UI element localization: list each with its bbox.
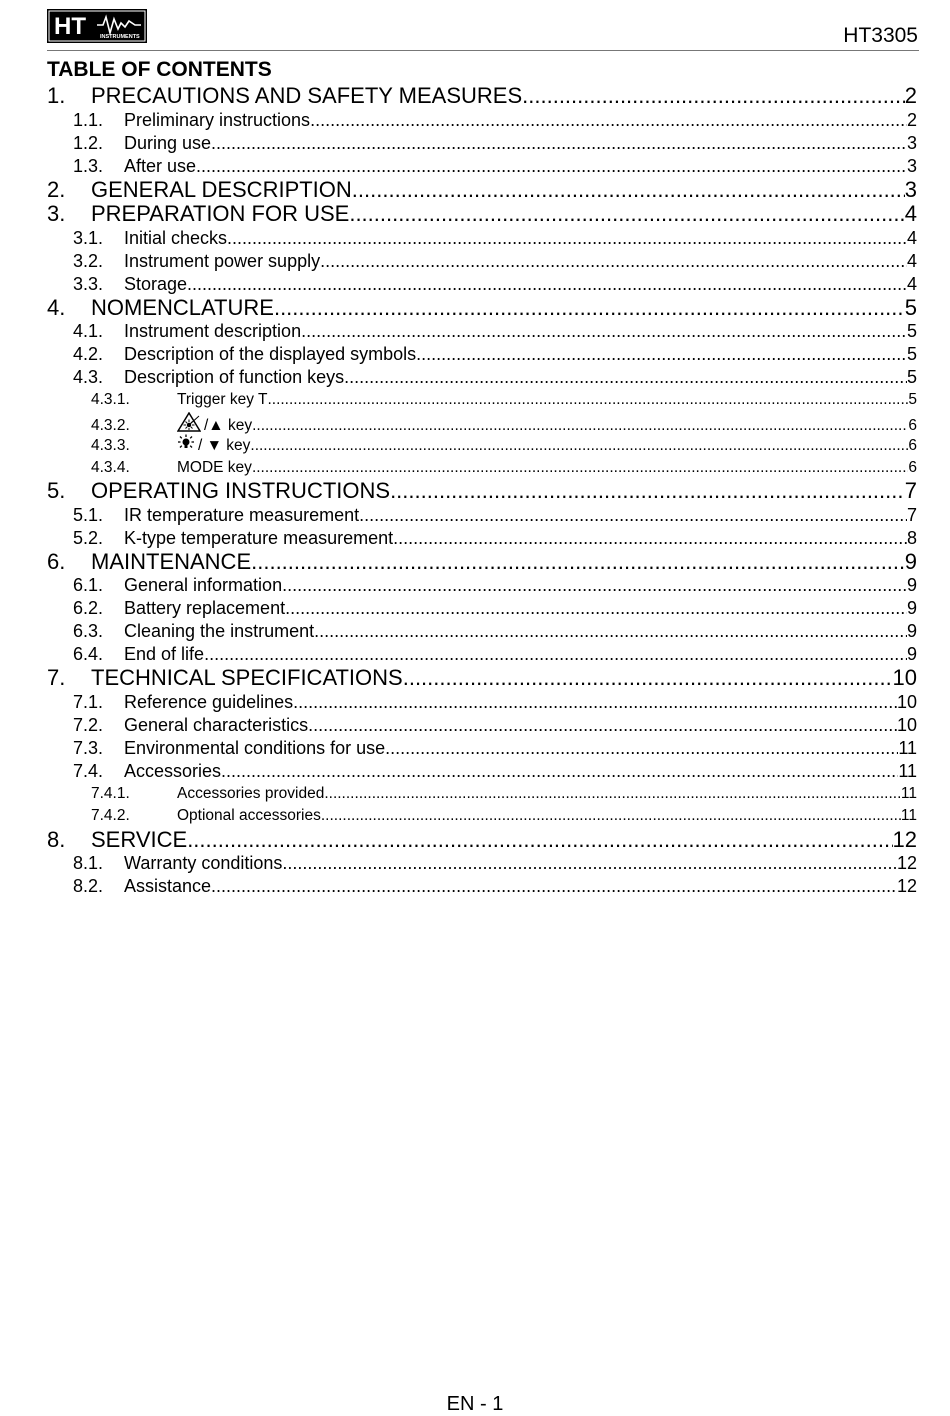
toc-entry-title-text: Instrument power supply — [124, 250, 321, 271]
toc-entry[interactable] — [47, 343, 917, 366]
toc-entry[interactable] — [47, 132, 917, 155]
toc-entry-title — [177, 412, 252, 435]
toc-entry-number: 4.3.2. — [91, 416, 130, 434]
toc-entry-title-text: End of life — [124, 644, 205, 664]
dot-leader — [187, 273, 907, 296]
toc-entry-title-text: Accessories — [124, 760, 222, 781]
toc-entry-number: 7.4. — [73, 760, 104, 781]
toc-entry-number: 5.1. — [73, 504, 104, 525]
svg-text:INSTRUMENTS: INSTRUMENTS — [100, 34, 140, 40]
toc-entry[interactable] — [47, 178, 917, 203]
toc-entry-page: 3 — [906, 132, 917, 153]
toc-entry-title — [91, 666, 403, 691]
dot-leader — [301, 320, 907, 343]
toc-entry-page: 12 — [892, 827, 917, 852]
toc-entry[interactable] — [47, 527, 917, 550]
toc-entry-page: 2 — [906, 109, 917, 130]
dot-leader — [324, 783, 901, 806]
toc-entry-title — [124, 737, 385, 760]
toc-entry-title-text: Battery replacement — [124, 598, 286, 618]
toc-entry-title — [177, 434, 250, 457]
dot-leader — [187, 828, 892, 853]
toc-entry-title — [124, 714, 308, 737]
toc-entry-page: 12 — [896, 876, 917, 896]
toc-entry-title-text: Optional accessories — [177, 807, 321, 824]
toc-entry-number: 4.3. — [73, 367, 104, 387]
toc-entry-number: 4.3.1. — [91, 391, 130, 408]
page-header — [47, 9, 919, 51]
toc-entry[interactable] — [47, 852, 917, 875]
toc-entry-number: 1. — [47, 84, 66, 108]
dot-leader — [274, 296, 905, 321]
toc-entry[interactable] — [47, 760, 917, 783]
toc-entry-title — [124, 155, 196, 178]
toc-entry-title — [91, 202, 349, 227]
toc-entry-number: 6.2. — [73, 598, 104, 618]
dot-leader — [310, 109, 907, 132]
toc-entry-title — [124, 504, 359, 527]
dot-leader — [211, 875, 897, 898]
toc-entry-page: 6 — [908, 437, 917, 454]
toc-entry-title — [124, 875, 211, 898]
dot-leader — [250, 435, 908, 457]
toc-entry-title — [124, 760, 221, 783]
dot-leader — [196, 155, 907, 178]
toc-entry[interactable] — [47, 389, 917, 412]
toc-entry-title — [91, 479, 390, 504]
toc-entry-number: 7.4.1. — [91, 784, 130, 802]
toc-entry-page: 5 — [904, 295, 917, 320]
toc-entry[interactable] — [47, 783, 917, 806]
toc-entry-title-text: After use — [124, 155, 197, 176]
toc-entry-number: 3.1. — [73, 227, 104, 248]
toc-entry-number: 8. — [47, 827, 66, 852]
dot-leader — [204, 643, 907, 666]
toc-entry-number: 7.3. — [73, 737, 104, 758]
toc-entry[interactable] — [47, 574, 917, 597]
toc-entry[interactable] — [47, 457, 917, 480]
dot-leader — [390, 479, 905, 504]
dot-leader — [251, 550, 905, 575]
toc-entry-title — [91, 828, 187, 853]
toc-entry-title — [177, 805, 321, 828]
dot-leader — [282, 852, 897, 875]
toc-entry[interactable] — [47, 227, 917, 250]
toc-entry-title-text: MODE key — [177, 458, 252, 476]
toc-entry[interactable] — [47, 875, 917, 898]
toc-entry-title-text: MAINTENANCE — [91, 549, 252, 574]
toc-entry[interactable] — [47, 202, 917, 227]
svg-text:HT: HT — [54, 13, 86, 40]
toc-entry-title — [124, 527, 393, 550]
toc-entry-title-text: OPERATING INSTRUCTIONS — [91, 479, 391, 503]
toc-entry-page: 9 — [904, 549, 917, 574]
toc-entry-title-text: Trigger key T — [177, 391, 268, 408]
toc-entry[interactable] — [47, 828, 917, 853]
toc-entry-page: 6 — [908, 416, 917, 434]
toc-entry-title-text: Preliminary instructions — [124, 109, 311, 130]
dot-leader — [403, 666, 893, 691]
toc-entry-title-text: Initial checks — [124, 227, 228, 248]
toc-entry[interactable] — [47, 666, 917, 691]
toc-entry-title-text: GENERAL DESCRIPTION — [91, 177, 352, 202]
toc-entry-title-text: General characteristics — [124, 714, 309, 735]
toc-entry-title — [91, 550, 251, 575]
dot-leader — [252, 415, 908, 435]
toc-entry-page: 5 — [906, 344, 917, 364]
toc-entry[interactable] — [47, 550, 917, 575]
dot-leader — [252, 457, 908, 480]
toc-entry-title — [91, 178, 352, 203]
dot-leader — [314, 620, 907, 643]
toc-entry-title-text: Instrument description — [124, 321, 302, 341]
toc-entry-page: 11 — [900, 807, 917, 824]
toc-entry-title-text: General information — [124, 575, 283, 595]
toc-entry-title-text: PRECAUTIONS AND SAFETY MEASURES — [91, 84, 523, 108]
toc-entry-title-text: Description of function keys — [124, 367, 345, 387]
toc-entry[interactable] — [47, 155, 917, 178]
laser-warning-icon — [177, 417, 204, 434]
toc-entry-page: 2 — [904, 84, 917, 108]
dot-leader — [522, 84, 905, 109]
toc-entry-number: 4.3.4. — [91, 458, 130, 476]
dot-leader — [359, 504, 907, 527]
toc-entry-page: 12 — [896, 853, 917, 873]
toc-entry-page: 7 — [904, 479, 917, 503]
toc-entry-page: 3 — [906, 155, 917, 176]
toc-entry-page: 10 — [892, 666, 917, 690]
dot-leader — [293, 691, 897, 714]
toc-entry[interactable] — [47, 504, 917, 527]
toc-entry[interactable] — [47, 412, 917, 435]
toc-entry-title — [177, 457, 252, 480]
toc-entry-number: 7. — [47, 666, 66, 690]
toc-entry-title — [124, 691, 293, 714]
toc-entry[interactable] — [47, 620, 917, 643]
toc-entry-page: 4 — [904, 202, 917, 226]
toc-entry[interactable] — [47, 737, 917, 760]
toc-entry[interactable] — [47, 714, 917, 737]
toc-entry-page: 9 — [906, 644, 917, 664]
dot-leader — [221, 760, 898, 783]
toc-entry-page: 9 — [906, 575, 917, 595]
toc-entry-page: 9 — [906, 621, 917, 641]
backlight-icon — [177, 437, 198, 454]
toc-entry-title — [124, 273, 187, 296]
toc-entry-title — [124, 366, 344, 389]
toc-entry[interactable] — [47, 273, 917, 296]
table-of-contents — [47, 84, 917, 898]
toc-entry-title-text: Cleaning the instrument — [124, 621, 315, 641]
dot-leader — [352, 178, 905, 203]
toc-entry[interactable] — [47, 805, 917, 828]
dot-leader — [267, 389, 908, 412]
toc-entry-page: 9 — [906, 598, 917, 618]
toc-entry-title — [91, 296, 274, 321]
toc-entry-title — [91, 84, 522, 109]
toc-entry-number: 3.2. — [73, 250, 104, 271]
toc-entry-title — [124, 109, 310, 132]
dot-leader — [321, 805, 901, 828]
dot-leader — [393, 527, 907, 550]
toc-entry-number: 6.1. — [73, 575, 104, 595]
toc-entry[interactable] — [47, 366, 917, 389]
toc-entry-number: 7.2. — [73, 714, 104, 735]
toc-entry-title — [124, 343, 416, 366]
toc-entry-number: 3. — [47, 202, 66, 226]
toc-entry[interactable] — [47, 434, 917, 457]
toc-entry[interactable] — [47, 691, 917, 714]
toc-entry-title — [124, 227, 227, 250]
toc-entry[interactable] — [47, 597, 917, 620]
toc-entry-title-text: PREPARATION FOR USE — [91, 202, 350, 226]
toc-entry-title-text: Assistance — [124, 876, 212, 896]
toc-entry-page: 7 — [906, 504, 917, 525]
dot-leader — [320, 250, 907, 273]
dot-leader — [416, 343, 907, 366]
toc-entry[interactable] — [47, 479, 917, 504]
toc-entry[interactable] — [47, 250, 917, 273]
toc-entry-number: 6. — [47, 549, 66, 574]
toc-entry-title — [124, 597, 285, 620]
toc-entry-number: 3.3. — [73, 273, 104, 294]
toc-entry-title-text: During use — [124, 132, 212, 153]
toc-entry-number: 5. — [47, 479, 66, 503]
toc-entry-page: 11 — [900, 784, 917, 802]
toc-entry-title-text: IR temperature measurement — [124, 504, 360, 525]
dot-leader — [385, 737, 898, 760]
toc-entry-page: 3 — [904, 177, 917, 202]
toc-entry-title-text: Environmental conditions for use — [124, 737, 386, 758]
toc-entry-number: 4. — [47, 295, 66, 320]
toc-entry[interactable] — [47, 109, 917, 132]
model-number: HT3305 — [843, 24, 918, 47]
toc-entry-page: 11 — [898, 760, 917, 781]
toc-entry-title — [124, 320, 301, 343]
toc-entry-title-text: NOMENCLATURE — [91, 295, 274, 320]
toc-entry-number: 8.1. — [73, 853, 104, 873]
toc-entry-title-text: SERVICE — [91, 827, 188, 852]
page-number: EN - 1 — [446, 1393, 504, 1415]
toc-entry-page: 4 — [906, 273, 917, 294]
toc-entry-page: 5 — [908, 391, 917, 408]
dot-leader — [344, 366, 907, 389]
toc-entry[interactable] — [47, 84, 917, 109]
toc-entry-title — [124, 250, 320, 273]
dot-leader — [227, 227, 907, 250]
toc-entry-number: 2. — [47, 177, 66, 202]
toc-entry[interactable] — [47, 320, 917, 343]
toc-entry-number: 1.3. — [73, 155, 104, 176]
toc-entry-number: 8.2. — [73, 876, 104, 896]
toc-entry-page: 10 — [896, 691, 917, 712]
toc-title: TABLE OF CONTENTS — [47, 58, 272, 81]
toc-entry-title — [124, 852, 282, 875]
toc-entry-number: 6.3. — [73, 621, 104, 641]
toc-entry-number: 7.4.2. — [91, 807, 130, 824]
toc-entry-page: 5 — [906, 321, 917, 341]
toc-entry-page: 11 — [898, 737, 917, 758]
toc-entry-number: 5.2. — [73, 527, 104, 548]
toc-entry-number: 4.3.3. — [91, 437, 130, 454]
toc-entry-title-text: K-type temperature measurement — [124, 527, 394, 548]
dot-leader — [211, 132, 907, 155]
dot-leader — [349, 202, 904, 227]
toc-entry-title-text: Description of the displayed symbols — [124, 344, 417, 364]
toc-entry-title-text: Warranty conditions — [124, 853, 283, 873]
toc-entry-title — [177, 783, 324, 806]
toc-entry-title-text: Accessories provided — [177, 784, 325, 802]
toc-entry-title — [124, 643, 204, 666]
toc-entry-title-text: Storage — [124, 273, 188, 294]
toc-entry-title — [124, 132, 211, 155]
toc-entry-title — [177, 389, 267, 412]
dot-leader — [285, 597, 907, 620]
toc-entry-number: 7.1. — [73, 691, 104, 712]
toc-entry[interactable] — [47, 296, 917, 321]
toc-entry-title — [124, 574, 282, 597]
toc-entry-title-text: Reference guidelines — [124, 691, 294, 712]
toc-entry-page: 4 — [906, 227, 917, 248]
toc-entry-title-text: TECHNICAL SPECIFICATIONS — [91, 666, 403, 690]
toc-entry-page: 6 — [908, 458, 917, 476]
toc-entry-title-text: / ▼ key — [198, 437, 251, 454]
dot-leader — [282, 574, 907, 597]
ht-instruments-logo — [47, 9, 147, 43]
toc-entry-number: 6.4. — [73, 644, 104, 664]
toc-entry-page: 5 — [906, 367, 917, 387]
toc-entry-page: 10 — [896, 714, 917, 735]
dot-leader — [308, 714, 897, 737]
toc-entry-page: 4 — [906, 250, 917, 271]
toc-entry-number: 4.1. — [73, 321, 104, 341]
toc-entry-title — [124, 620, 314, 643]
toc-entry-number: 1.2. — [73, 132, 104, 153]
toc-entry-number: 4.2. — [73, 344, 104, 364]
toc-entry-page: 8 — [906, 527, 917, 548]
toc-entry[interactable] — [47, 643, 917, 666]
toc-entry-number: 1.1. — [73, 109, 104, 130]
toc-entry-title-text: /▲ key — [204, 416, 253, 434]
